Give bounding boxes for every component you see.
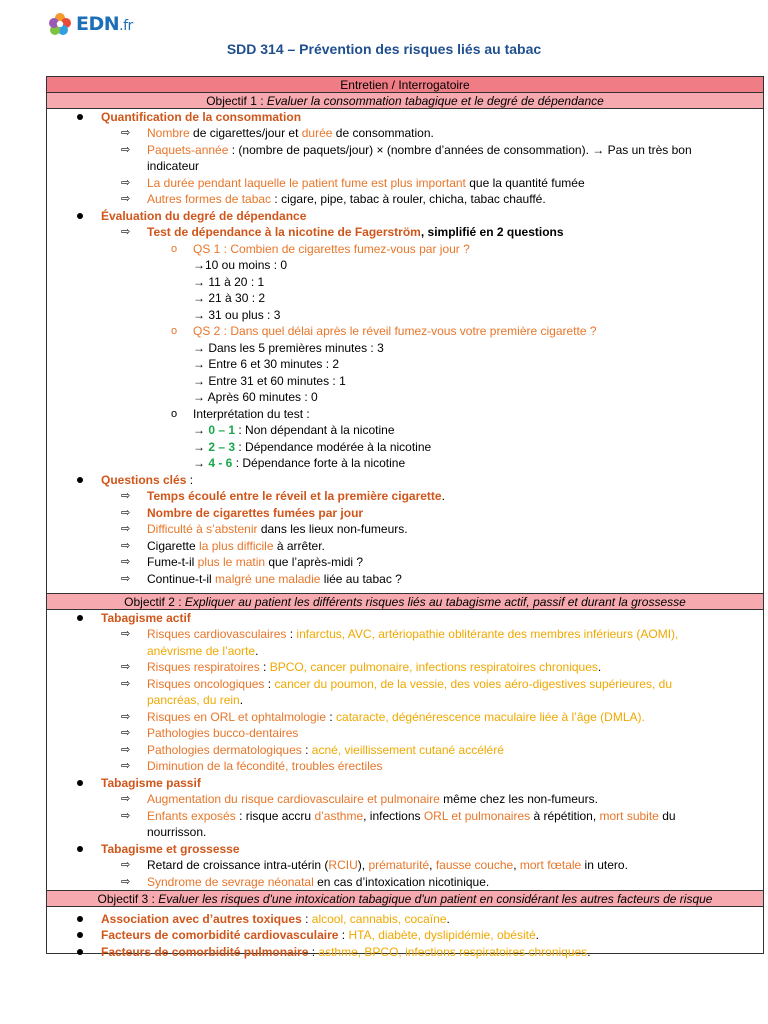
qs2: QS 2 : Dans quel délai après le réveil fumez-vous votre première cigarette ? xyxy=(193,324,597,338)
list-item: → 4 - 6 : Dépendance forte à la nicotine xyxy=(193,456,406,470)
arrow-icon: ⇨ xyxy=(121,678,131,690)
list-item: Association avec d’autres toxiques : alcool, cannabis, cocaïne. xyxy=(101,912,450,926)
objective-3-content xyxy=(47,907,763,967)
bullet-icon xyxy=(77,780,83,786)
list-item: Continue-t-il malgré une maladie liée au tabac ? xyxy=(147,572,402,586)
list-item: → 2 – 3 : Dépendance modérée à la nicotine xyxy=(193,440,432,454)
list-item: → Après 60 minutes : 0 xyxy=(193,390,318,404)
objective-3-header: Objectif 3 : Evaluer les risques d'une intoxication tabagique d'un patient en considérant les autres facteurs de risque xyxy=(47,891,763,907)
logo-icon xyxy=(46,10,74,38)
arrow-icon: ⇨ xyxy=(121,127,131,139)
list-item: Syndrome de sevrage néonatal en cas d’intoxication nicotinique. xyxy=(147,875,490,889)
list-item: Nombre de cigarettes/jour et durée de consommation. xyxy=(147,126,434,140)
list-item-cont: nourrisson. xyxy=(147,825,207,839)
quantification-title: Quantification de la consommation xyxy=(101,110,302,124)
list-item: Nombre de cigarettes fumées par jour xyxy=(147,506,364,520)
bullet-icon xyxy=(77,932,83,938)
list-item: → Dans les 5 premières minutes : 3 xyxy=(193,341,384,355)
list-item: Risques cardiovasculaires : infarctus, AVC, artériopathie oblitérante des membres inférieurs (AOMI), xyxy=(147,627,679,641)
list-item: Enfants exposés : risque accru d’asthme, infections ORL et pulmonaires à répétition, mort subite du xyxy=(147,809,676,823)
list-item: Difficulté à s’abstenir dans les lieux non-fumeurs. xyxy=(147,522,408,536)
key-questions-title: Questions clés : xyxy=(101,473,194,487)
list-item: Facteurs de comorbidité cardiovasculaire : HTA, diabète, dyslipidémie, obésité. xyxy=(101,928,539,942)
list-item: Autres formes de tabac : cigare, pipe, tabac à rouler, chicha, tabac chauffé. xyxy=(147,192,546,206)
actif-title: Tabagisme actif xyxy=(101,611,191,625)
list-item: → Entre 31 et 60 minutes : 1 xyxy=(193,374,346,388)
list-item: → 21 à 30 : 2 xyxy=(193,291,266,305)
list-item: Test de dépendance à la nicotine de Fagerström, simplifié en 2 questions xyxy=(147,225,564,239)
list-item: Retard de croissance intra-utérin (RCIU), prématurité, fausse couche, mort fœtale in utero. xyxy=(147,858,628,872)
list-item: La durée pendant laquelle le patient fume est plus important que la quantité fumée xyxy=(147,176,585,190)
arrow-icon: ⇨ xyxy=(121,226,131,238)
arrow-icon: ⇨ xyxy=(121,727,131,739)
list-item: Augmentation du risque cardiovasculaire et pulmonaire même chez les non-fumeurs. xyxy=(147,792,598,806)
circle-bullet-icon: o xyxy=(171,243,178,255)
list-item: Fume-t-il plus le matin que l’après-midi ? xyxy=(147,555,364,569)
list-item-cont: indicateur xyxy=(147,159,200,173)
arrow-icon: ⇨ xyxy=(121,540,131,552)
grossesse-title: Tabagisme et grossesse xyxy=(101,842,240,856)
list-item: Risques oncologiques : cancer du poumon, de la vessie, des voies aéro-digestives supérieures, du xyxy=(147,677,672,691)
arrow-icon: ⇨ xyxy=(121,760,131,772)
arrow-icon: ⇨ xyxy=(121,193,131,205)
list-item-cont: pancréas, du rein. xyxy=(147,693,244,707)
arrow-icon: ⇨ xyxy=(121,876,131,888)
qs1: QS 1 : Combien de cigarettes fumez-vous par jour ? xyxy=(193,242,470,256)
circle-bullet-icon: o xyxy=(171,325,178,337)
arrow-icon: ⇨ xyxy=(121,711,131,723)
bullet-icon xyxy=(77,949,83,955)
logo-text: EDN.fr xyxy=(76,13,133,35)
bullet-icon xyxy=(77,916,83,922)
arrow-icon: ⇨ xyxy=(121,744,131,756)
arrow-icon: ⇨ xyxy=(121,793,131,805)
dependance-title: Évaluation du degré de dépendance xyxy=(101,209,307,223)
arrow-icon: ⇨ xyxy=(121,144,131,156)
list-item: Pathologies bucco-dentaires xyxy=(147,726,299,740)
arrow-icon: ⇨ xyxy=(121,573,131,585)
circle-bullet-icon: o xyxy=(171,408,178,420)
section-header: Entretien / Interrogatoire xyxy=(47,77,763,93)
logo xyxy=(46,10,133,38)
arrow-icon: ⇨ xyxy=(121,556,131,568)
list-item: → 31 ou plus : 3 xyxy=(193,308,281,322)
bullet-icon xyxy=(77,477,83,483)
list-item-cont: anévrisme de l’aorte. xyxy=(147,644,259,658)
arrow-icon: ⇨ xyxy=(121,628,131,640)
bullet-icon xyxy=(77,213,83,219)
objective-2-content xyxy=(47,610,763,891)
bullet-icon xyxy=(77,615,83,621)
list-item: Diminution de la fécondité, troubles érectiles xyxy=(147,759,383,773)
interpretation: Interprétation du test : xyxy=(193,407,310,421)
content-table xyxy=(46,76,764,959)
page-title: SDD 314 – Prévention des risques liés au tabac xyxy=(226,41,542,57)
list-item: Paquets-année : (nombre de paquets/jour) × (nombre d’années de consommation). → Pas un très bon xyxy=(147,143,692,157)
objective-2-header: Objectif 2 : Expliquer au patient les différents risques liés au tabagisme actif, passif et durant la grossesse xyxy=(47,594,763,610)
list-item: Risques respiratoires : BPCO, cancer pulmonaire, infections respiratoires chroniques. xyxy=(147,660,602,674)
arrow-icon: ⇨ xyxy=(121,507,131,519)
list-item: → 0 – 1 : Non dépendant à la nicotine xyxy=(193,423,395,437)
arrow-icon: ⇨ xyxy=(121,490,131,502)
arrow-icon: ⇨ xyxy=(121,177,131,189)
list-item: → 11 à 20 : 1 xyxy=(193,275,265,289)
list-item: Pathologies dermatologiques : acné, vieillissement cutané accéléré xyxy=(147,743,504,757)
list-item: Facteurs de comorbidité pulmonaire : asthme, BPCO, infections respiratoires chroniques. xyxy=(101,945,591,959)
arrow-icon: ⇨ xyxy=(121,523,131,535)
list-item: → Entre 6 et 30 minutes : 2 xyxy=(193,357,340,371)
arrow-icon: ⇨ xyxy=(121,661,131,673)
list-item: Cigarette la plus difficile à arrêter. xyxy=(147,539,325,553)
objective-1-content xyxy=(47,109,763,594)
passif-title: Tabagisme passif xyxy=(101,776,201,790)
bullet-icon xyxy=(77,114,83,120)
objective-1-header: Objectif 1 : Evaluer la consommation tabagique et le degré de dépendance xyxy=(47,93,763,109)
list-item: Risques en ORL et ophtalmologie : cataracte, dégénérescence maculaire liée à l’âge (DMLA). xyxy=(147,710,645,724)
list-item: →10 ou moins : 0 xyxy=(193,258,288,272)
bullet-icon xyxy=(77,846,83,852)
list-item: Temps écoulé entre le réveil et la première cigarette. xyxy=(147,489,445,503)
arrow-icon: ⇨ xyxy=(121,859,131,871)
arrow-icon: ⇨ xyxy=(121,810,131,822)
